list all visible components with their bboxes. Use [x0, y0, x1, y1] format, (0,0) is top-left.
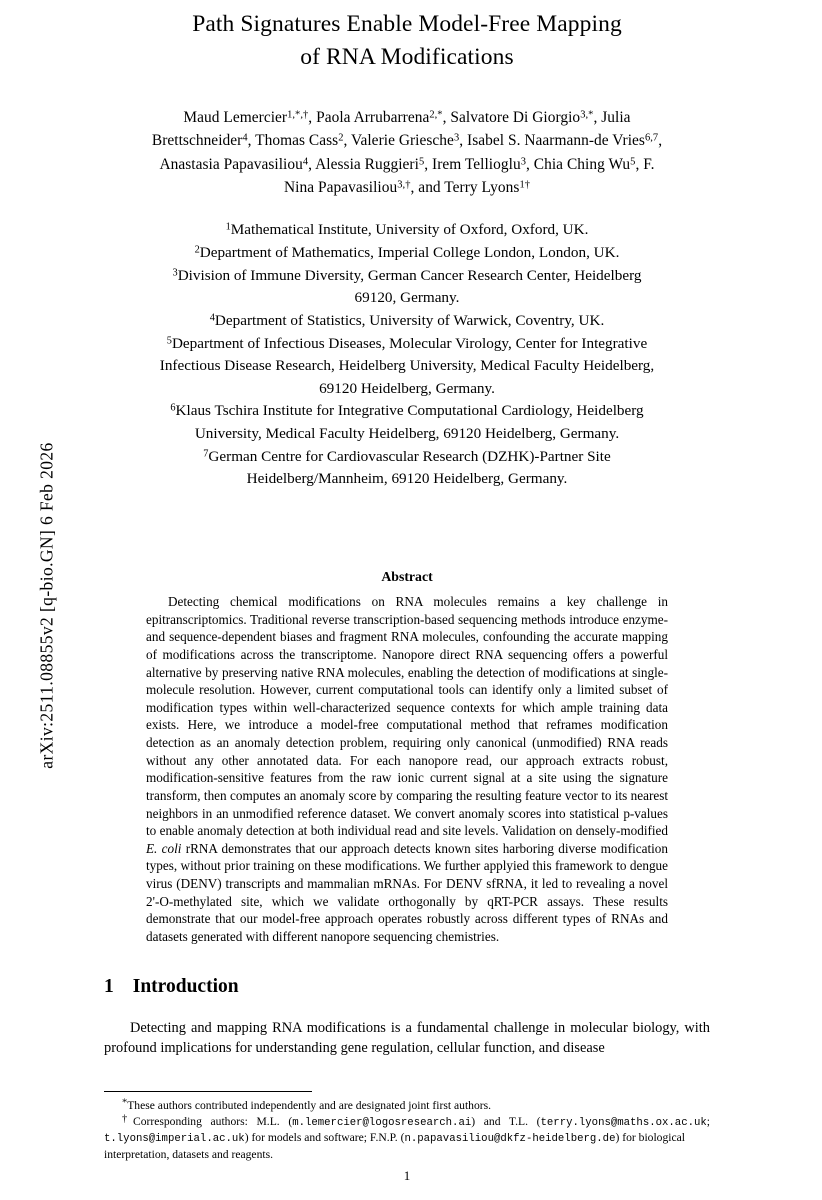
affiliation-text: Division of Immune Diversity, German Cancer Research Center, Heidelberg — [177, 266, 642, 284]
affiliation-text: 69120 Heidelberg, Germany. — [319, 379, 495, 397]
footnote-dagger-continued: interpretation, datasets and reagents. — [104, 1148, 274, 1162]
title-line-1: Path Signatures Enable Model-Free Mapping — [192, 11, 622, 37]
affiliation-item — [104, 333, 710, 356]
author-affil-marker: 2,* — [429, 109, 443, 121]
paper-content — [104, 0, 710, 1200]
affiliation-text: Department of Statistics, University of Warwick, Coventry, UK. — [214, 311, 605, 329]
author-affil-marker: 3,† — [397, 179, 411, 191]
affiliation-text: Heidelberg/Mannheim, 69120 Heidelberg, Germany. — [246, 470, 568, 488]
abstract-part-1: Detecting chemical modifications on RNA molecules remains a key challenge in epitranscriptomics. Traditional reverse transcription-based sequencing methods introduce enzyme- and sequence-dependent biases and fragment RNA molecules, confounding the accurate mapping of modifications across the transcriptome. Nanopore direct RNA sequencing offers a powerful alternative by preserving native RNA molecules, enabling the detection of modifications at single-molecule resolution. However, current computational tools can identify only a limited subset of modification types within well-characterized sequence contexts for which ample training data exists. Here, we introduce a model-free computational method that reframes modification detection as an anomaly detection problem, requiring only canonical (unmodified) RNA reads without any other annotated data. For each nanopore read, our approach extracts robust, modification-sensitive features from the raw ionic current signal at a site using the signature transform, then computes an anomaly score by comparing the resulting feature vector to its nearest neighbors in an unmodified reference dataset. We convert anomaly scores into statistical p-values to enable anomaly detection at both individual read and site levels. Validation on densely-modified — [146, 594, 668, 839]
affiliation-item — [104, 310, 710, 333]
footnote-block — [104, 1098, 710, 1164]
author-affil-marker: 3,* — [580, 109, 594, 121]
affiliation-item — [104, 400, 710, 423]
affiliation-list — [104, 219, 710, 491]
abstract-text — [146, 593, 668, 946]
footnote-dagger — [104, 1114, 710, 1146]
affiliation-item — [104, 287, 710, 310]
affiliation-text: Department of Infectious Diseases, Molecular Virology, Center for Integrative — [171, 334, 648, 352]
author-affil-marker: 5 — [630, 156, 636, 168]
author-name: , Julia — [593, 108, 631, 126]
page-number: 1 — [403, 1168, 411, 1183]
affiliation-marker: 4 — [209, 312, 215, 324]
affiliation-marker: 3 — [172, 267, 178, 279]
section-heading-introduction — [104, 976, 710, 998]
section-title: Introduction — [132, 975, 239, 997]
abstract-heading: Abstract — [381, 569, 433, 585]
title-line-2: of RNA Modifications — [300, 44, 514, 71]
author-affil-marker: 3 — [453, 132, 460, 144]
affiliation-item — [104, 423, 710, 446]
footnote-marker-star: * — [122, 1097, 128, 1109]
author-name: Maud Lemercier — [183, 108, 288, 126]
author-name: , Valerie Griesche — [343, 132, 454, 150]
author-affil-marker: 4 — [242, 132, 248, 144]
footnote-dagger-text-d: ) for models and software; F.N.P. ( — [244, 1131, 405, 1145]
affiliation-item — [104, 265, 710, 288]
author-name: , Paola Arrubarrena — [308, 108, 430, 126]
footnote-email-papavasiliou[interactable]: n.papavasiliou@dkfz-heidelberg.de — [404, 1133, 616, 1146]
abstract-part-2: rRNA demonstrates that our approach detects known sites harboring diverse modification types, without prior training on these modifications. We further applyied this framework to dengue virus (DENV) transcripts and mammalian mRNAs. For DENV sfRNA, it led to revealing a novel 2'-O-methylated site, which we validate orthogonally by qRT-PCR assays. These results demonstrate that our model-free approach operates robustly across different types of RNAs and datasets generated with different nanopore sequencing chemistries. — [146, 840, 668, 944]
footnote-divider — [104, 1091, 312, 1092]
affiliation-item — [104, 219, 710, 242]
author-name: , Chia Ching Wu — [526, 155, 631, 173]
author-name: Nina Papavasiliou — [283, 178, 398, 196]
abstract-species-name: E. coli — [146, 840, 182, 856]
author-name: , and Terry Lyons — [410, 178, 520, 196]
footnote-dagger-text-c: ; — [706, 1115, 711, 1129]
affiliation-marker: 7 — [203, 448, 209, 460]
author-name: , Isabel S. Naarmann-de Vries — [459, 132, 645, 150]
footnote-email-lyons-ox[interactable]: terry.lyons@maths.ox.ac.uk — [540, 1117, 707, 1130]
author-name: Anastasia Papavasiliou — [159, 155, 303, 173]
affiliation-text: Mathematical Institute, University of Oxford, Oxford, UK. — [230, 221, 589, 239]
introduction-paragraph: Detecting and mapping RNA modifications is a fundamental challenge in molecular biology, with profound implications for understanding gene regulation, cellular function, and disease — [104, 1019, 710, 1057]
author-name: , Irem Tellioglu — [424, 155, 521, 173]
author-name: , Salvatore Di Giorgio — [442, 108, 581, 126]
author-affil-marker: 4 — [302, 156, 309, 168]
affiliation-text: University, Medical Faculty Heidelberg, 69120 Heidelberg, Germany. — [194, 425, 620, 443]
affiliation-marker: 6 — [170, 403, 176, 415]
author-affil-marker: 1,*,† — [287, 109, 309, 121]
footnote-email-lyons-imperial[interactable]: t.lyons@imperial.ac.uk — [104, 1133, 245, 1146]
author-list — [104, 106, 710, 200]
author-affil-marker: 5 — [418, 156, 425, 168]
affiliation-item — [104, 242, 710, 265]
author-name: , F. — [635, 155, 655, 173]
affiliation-item — [104, 446, 710, 469]
affiliation-marker: 2 — [194, 244, 200, 256]
author-affil-marker: 2 — [338, 132, 344, 144]
affiliation-text: Department of Mathematics, Imperial College London, London, UK. — [199, 243, 620, 261]
affiliation-item — [104, 468, 710, 491]
footnote-email-lemercier[interactable]: m.lemercier@logosresearch.ai — [292, 1117, 472, 1130]
author-name: , Thomas Cass — [247, 132, 339, 150]
footnote-dagger-text-e: ) for biological — [615, 1131, 686, 1145]
author-affil-marker: 6,7 — [644, 132, 659, 144]
footnote-star-text: These authors contributed independently and are designated joint first authors. — [127, 1099, 492, 1112]
author-name: , Alessia Ruggieri — [308, 155, 419, 173]
affiliation-text: Infectious Disease Research, Heidelberg University, Medical Faculty Heidelberg, — [159, 357, 655, 375]
author-separator: , — [658, 132, 663, 150]
affiliation-text: German Centre for Cardiovascular Research (DZHK)-Partner Site — [208, 447, 611, 465]
affiliation-marker: 1 — [225, 222, 231, 234]
footnote-dagger-text-b: ) and T.L. ( — [471, 1115, 541, 1129]
affiliation-text: 69120, Germany. — [354, 289, 460, 307]
author-name: Brettschneider — [151, 132, 243, 150]
affiliation-item — [104, 378, 710, 401]
affiliation-text: Klaus Tschira Institute for Integrative Computational Cardiology, Heidelberg — [175, 402, 644, 420]
section-number: 1 — [104, 975, 114, 997]
page-title — [104, 0, 710, 75]
footnote-marker-dagger: † — [122, 1113, 133, 1125]
arxiv-identifier-stamp: arXiv:2511.08855v2 [q-bio.GN] 6 Feb 2026 — [36, 442, 57, 769]
footnote-dagger-text-a: Corresponding authors: M.L. ( — [132, 1115, 293, 1129]
footnote-star — [104, 1098, 710, 1113]
author-affil-marker: 3 — [520, 156, 526, 168]
author-affil-marker: 1† — [519, 179, 531, 191]
affiliation-item — [104, 355, 710, 378]
affiliation-marker: 5 — [166, 335, 172, 347]
